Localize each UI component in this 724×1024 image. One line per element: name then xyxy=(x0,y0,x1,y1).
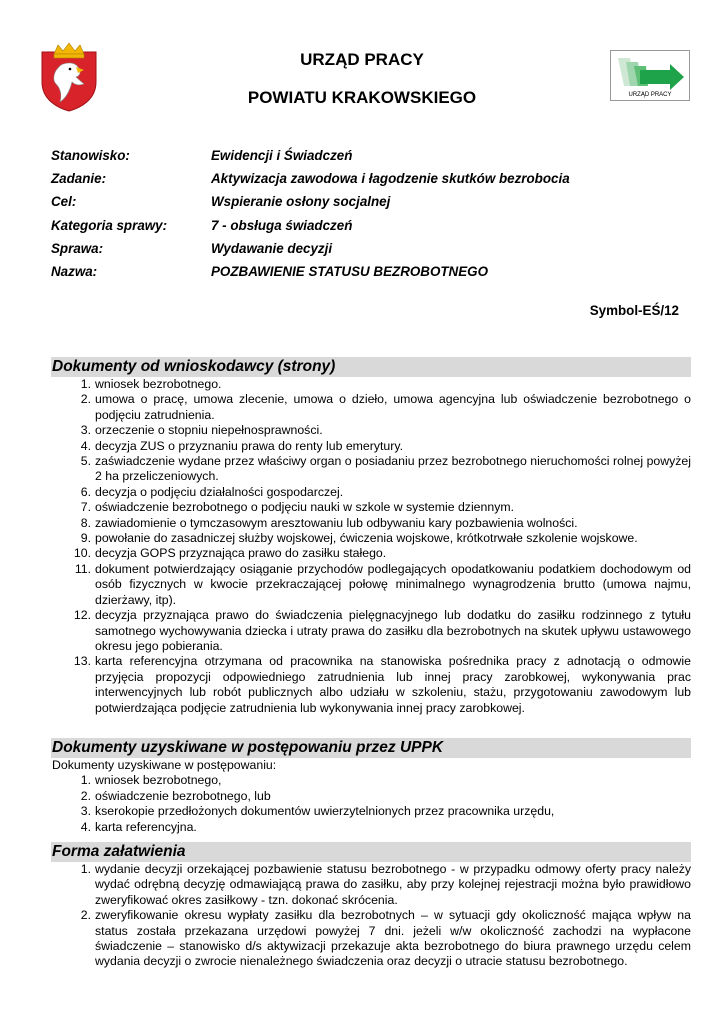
meta-key: Cel: xyxy=(51,194,77,210)
list-item xyxy=(51,500,691,515)
list-item xyxy=(51,531,691,546)
office-title-line2: POWIATU KRAKOWSKIEGO xyxy=(247,88,477,107)
item-text: wniosek bezrobotnego, xyxy=(95,773,222,788)
item-text: powołanie do zasadniczej służby wojskowej, ćwiczenia wojskowe, krótkotrwałe szkolenie wojskowe. xyxy=(95,531,638,546)
item-text: wydanie decyzji orzekającej pozbawienie statusu bezrobotnego - w przypadku odmowy oferty pracy należy wydać odrębną decyzję odmawiającą prawa do zasiłku, aby przy kolejnej rejestracji można było prawidłowo zweryfikować okres zasiłkowy - tzn. dokonać skrócenia. xyxy=(95,862,691,907)
obtained-documents-list xyxy=(51,773,691,835)
list-item xyxy=(51,439,691,454)
item-number: 1. xyxy=(80,862,91,876)
case-metadata xyxy=(51,148,671,287)
list-item xyxy=(51,908,691,970)
item-number: 4. xyxy=(80,819,91,834)
list-item xyxy=(51,546,691,561)
logo-text: URZĄD PRACY xyxy=(628,92,672,98)
list-item xyxy=(51,862,691,908)
item-text: decyzja ZUS o przyznaniu prawa do renty lub emerytury. xyxy=(95,438,404,453)
item-number: 3. xyxy=(80,423,91,438)
item-text: decyzja GOPS przyznająca prawo do zasiłku stałego. xyxy=(95,546,387,561)
list-item xyxy=(51,608,691,654)
item-text: umowa o pracę, umowa zlecenie, umowa o dzieło, umowa agencyjna lub oświadczenie bezrobotnego o podjęciu zatrudnienia. xyxy=(95,392,691,422)
meta-row-sprawa xyxy=(51,241,671,264)
item-number: 2. xyxy=(80,788,91,803)
list-item xyxy=(51,454,691,485)
resolution-list xyxy=(51,862,691,970)
office-title-line1: URZĄD PRACY xyxy=(300,50,424,69)
meta-value: Aktywizacja zawodowa i łagodzenie skutków bezrobocia xyxy=(211,171,570,187)
item-number: 8. xyxy=(80,515,91,530)
meta-key: Zadanie: xyxy=(51,171,107,187)
item-text: decyzja o podjęciu działalności gospodarczej. xyxy=(95,484,344,499)
meta-row-cel xyxy=(51,194,671,217)
item-number: 13. xyxy=(73,654,91,669)
meta-key: Sprawa: xyxy=(51,240,104,256)
item-number: 1. xyxy=(80,773,91,788)
list-item xyxy=(51,654,691,716)
list-item xyxy=(51,820,691,835)
list-item xyxy=(51,804,691,819)
item-text: oświadczenie bezrobotnego, lub xyxy=(95,788,271,803)
item-number: 6. xyxy=(80,484,91,499)
item-number: 3. xyxy=(80,804,91,819)
item-number: 2. xyxy=(80,392,91,407)
section-intro: Dokumenty uzyskiwane w postępowaniu: xyxy=(52,758,277,772)
section-heading: Forma załatwienia xyxy=(51,842,691,862)
item-number: 11. xyxy=(74,561,91,576)
item-number: 12. xyxy=(73,608,91,623)
item-text: karta referencyjna otrzymana od pracownika na stanowiska pośrednika pracy z adnotacją o odmowie przyjęcia propozycji odpowiedniego zatrudnienia lub innej pracy zarobkowej, wykonywania prac interwencyjnych lub robót publicznych albo udziału w szkoleniu, stażu, przygotowaniu zawodowym lub potwierdzająca podjęcie zatrudnienia lub wykonywania innej pracy zarobkowej. xyxy=(95,654,691,715)
meta-row-nazwa xyxy=(51,264,671,287)
meta-key: Stanowisko: xyxy=(51,148,130,163)
document-symbol: Symbol-EŚ/12 xyxy=(589,303,679,318)
item-number: 10. xyxy=(73,546,91,561)
list-item xyxy=(51,485,691,500)
item-number: 9. xyxy=(80,531,91,546)
meta-row-zadanie xyxy=(51,171,671,194)
item-text: dokument potwierdzający osiąganie przychodów podlegających opodatkowaniu podatkiem dochodowym od osób fizycznych w kwocie przekraczającej połowę minimalnego wynagrodzenia brutto (umowa najmu, dzierżawy, itp). xyxy=(95,561,691,607)
section-obtained-documents xyxy=(51,738,691,835)
item-text: decyzja przyznająca prawo do świadczenia pielęgnacyjnego lub dodatku do zasiłku rodzinnego z tytułu samotnego wychowywania dziecka i utraty prawa do zasiłku dla bezrobotnych na skutek upływu ustawowego okresu jego pobierania. xyxy=(95,608,691,653)
list-item xyxy=(51,392,691,423)
meta-row-stanowisko xyxy=(51,148,671,171)
item-text: zweryfikowanie okresu wypłaty zasiłku dla bezrobotnych – w sytuacji gdy okoliczność mająca wpływ na status została przekazana urzędowi powyżej 7 dni. jeżeli w/w okoliczność zachodzi na wypłacone świadczenie – stanowisko d/s aktywizacji przekazuje akta bezrobotnego do biura prawnego urzędu celem wydania decyzji o zwrocie nienależnego świadczenia oraz decyzji o utracie statusu bezrobotnego. xyxy=(95,908,691,969)
applicant-documents-list xyxy=(51,377,691,716)
item-text: karta referencyjna. xyxy=(95,819,197,834)
list-item xyxy=(51,377,691,392)
item-text: zawiadomienie o tymczasowym aresztowaniu lub odbywaniu kary pozbawienia wolności. xyxy=(95,515,578,530)
list-item xyxy=(51,562,691,608)
item-text: zaświadczenie wydane przez właściwy organ o posiadaniu przez bezrobotnego nieruchomości rolnej powyżej 2 ha przeliczeniowych. xyxy=(95,454,691,484)
section-heading: Dokumenty uzyskiwane w postępowaniu przez UPPK xyxy=(51,738,691,758)
list-item xyxy=(51,773,691,788)
list-item xyxy=(51,789,691,804)
section-applicant-documents xyxy=(51,357,691,716)
item-text: kserokopie przedłożonych dokumentów uwierzytelnionych przez pracownika urzędu, xyxy=(95,804,555,819)
item-number: 1. xyxy=(80,377,91,391)
item-number: 5. xyxy=(80,454,91,469)
meta-value: Wydawanie decyzji xyxy=(211,240,333,256)
section-heading: Dokumenty od wnioskodawcy (strony) xyxy=(51,357,691,377)
meta-value: Ewidencji i Świadczeń xyxy=(211,148,353,163)
list-item xyxy=(51,423,691,438)
meta-key: Kategoria sprawy: xyxy=(51,217,168,233)
item-text: wniosek bezrobotnego. xyxy=(95,377,222,391)
meta-row-kategoria xyxy=(51,218,671,241)
meta-value: Wspieranie osłony socjalnej xyxy=(211,194,391,210)
item-text: orzeczenie o stopniu niepełnosprawności. xyxy=(95,423,323,438)
item-text: oświadczenie bezrobotnego o podjęciu nauki w szkole w systemie dziennym. xyxy=(95,500,515,515)
meta-value: 7 - obsługa świadczeń xyxy=(211,217,353,233)
meta-value: POZBAWIENIE STATUSU BEZROBOTNEGO xyxy=(211,263,488,279)
item-number: 2. xyxy=(80,908,91,923)
list-item xyxy=(51,516,691,531)
item-number: 7. xyxy=(80,500,91,515)
meta-key: Nazwa: xyxy=(51,263,98,279)
item-number: 4. xyxy=(80,438,91,453)
section-resolution-form xyxy=(51,842,691,970)
